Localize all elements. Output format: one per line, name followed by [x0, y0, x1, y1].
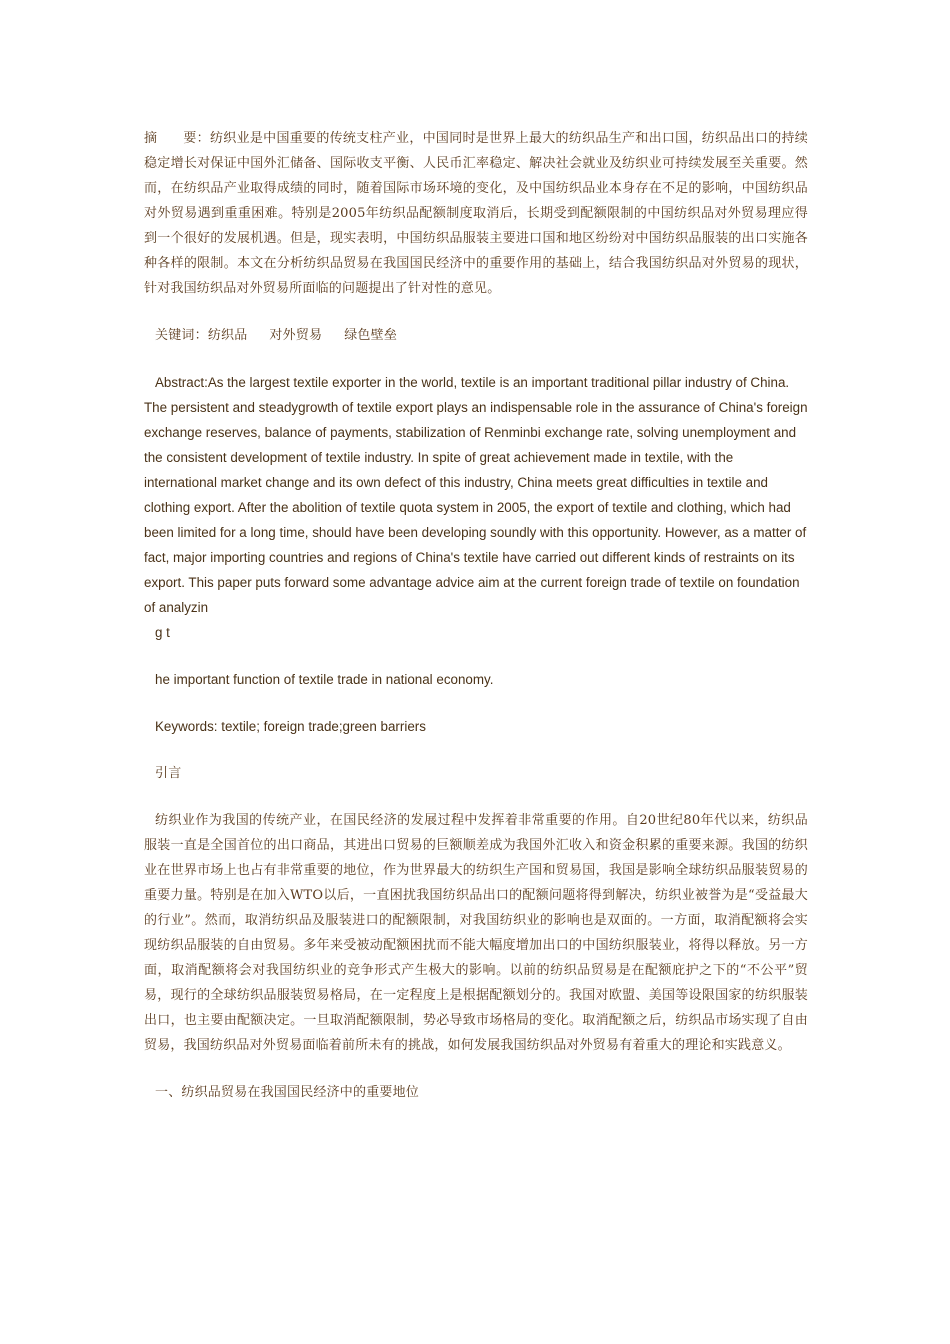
- english-abstract: [144, 370, 808, 620]
- abstract-label-second-char: 要：: [183, 131, 210, 146]
- english-keywords: Keywords: textile; foreign trade;green barriers: [155, 719, 426, 734]
- english-abstract-fragment: g t: [155, 625, 170, 640]
- keyword-item: 绿色壁垒: [344, 328, 398, 343]
- english-abstract-continuation: he important function of textile trade in national economy.: [155, 672, 494, 687]
- intro-body-text: 纺织业作为我国的传统产业，在国民经济的发展过程中发挥着非常重要的作用。自20世纪80年代以来，纺织品服装一直是全国首位的出口商品，其进出口贸易的巨额顺差成为我国外汇收入和资金积累的重要来源。我国的纺织业在世界市场上也占有非常重要的地位，作为世界最大的纺织生产国和贸易国，我国是影响全球纺织品服装贸易的重要力量。特别是在加入WTO以后，一直困扰我国纺织品出口的配额问题将得到解决，纺织业被誉为是“受益最大的行业”。然而，取消纺织品及服装进口的配额限制，对我国纺织业的影响也是双面的。一方面，取消配额将会实现纺织品服装的自由贸易。多年来受被动配额困扰而不能大幅度增加出口的中国纺织服装业，将得以释放。另一方面，取消配额将会对我国纺织业的竞争形式产生极大的影响。以前的纺织品贸易是在配额庇护之下的“不公平”贸易，现行的全球纺织品服装贸易格局，在一定程度上是根据配额划分的。我国对欧盟、美国等设限国家的纺织服装出口，也主要由配额决定。一旦取消配额限制，势必导致市场格局的变化。取消配额之后，纺织品市场实现了自由贸易，我国纺织品对外贸易面临着前所未有的挑战，如何发展我国纺织品对外贸易有着重大的理论和实践意义。: [144, 813, 808, 1053]
- abstract-label-first-char: 摘: [144, 131, 158, 146]
- keywords-label: 关键词：: [155, 328, 208, 343]
- section-1-heading: 一、纺织品贸易在我国国民经济中的重要地位: [155, 1085, 420, 1100]
- keyword-item: 纺织品: [207, 328, 248, 343]
- english-abstract-text: Abstract:As the largest textile exporter in the world, textile is an important traditional pillar industry of China. The persistent and steadygrowth of textile export plays an indispensable role in the assurance of China's foreign exchange reserves, balance of payments, stabilization of Renminbi exchange rate, solving unemployment and the consistent development of textile industry. In spite of great achievement made in textile, with the international market change and its own defect of this industry, China meets great difficulties in textile and clothing export. After the abolition of textile quota system in 2005, the export of textile and clothing, which had been limited for a long time, should have been developing soundly with this opportunity. However, as a matter of fact, major importing countries and regions of China's textile have carried out different kinds of restraints on its export. This paper puts forward some advantage advice aim at the current foreign trade of textile on foundation of analyzin: [144, 375, 808, 615]
- abstract-text: 纺织业是中国重要的传统支柱产业，中国同时是世界上最大的纺织品生产和出口国，纺织品出口的持续稳定增长对保证中国外汇储备、国际收支平衡、人民币汇率稳定、解决社会就业及纺织业可持续发展至关重要。然而，在纺织品产业取得成绩的同时，随着国际市场环境的变化，及中国纺织品业本身存在不足的影响，中国纺织品对外贸易遇到重重困难。特别是2005年纺织品配额制度取消后，长期受到配额限制的中国纺织品对外贸易理应得到一个很好的发展机遇。但是，现实表明，中国纺织品服装主要进口国和地区纷纷对中国纺织品服装的出口实施各种各样的限制。本文在分析纺织品贸易在我国国民经济中的重要作用的基础上，结合我国纺织品对外贸易的现状，针对我国纺织品对外贸易所面临的问题提出了针对性的意见。: [144, 131, 808, 296]
- intro-heading: 引言: [155, 766, 182, 781]
- document-page: [144, 126, 808, 1105]
- intro-body: [144, 808, 808, 1058]
- chinese-abstract: [144, 126, 808, 301]
- keyword-item: 对外贸易: [269, 328, 323, 343]
- chinese-keywords: [144, 323, 808, 348]
